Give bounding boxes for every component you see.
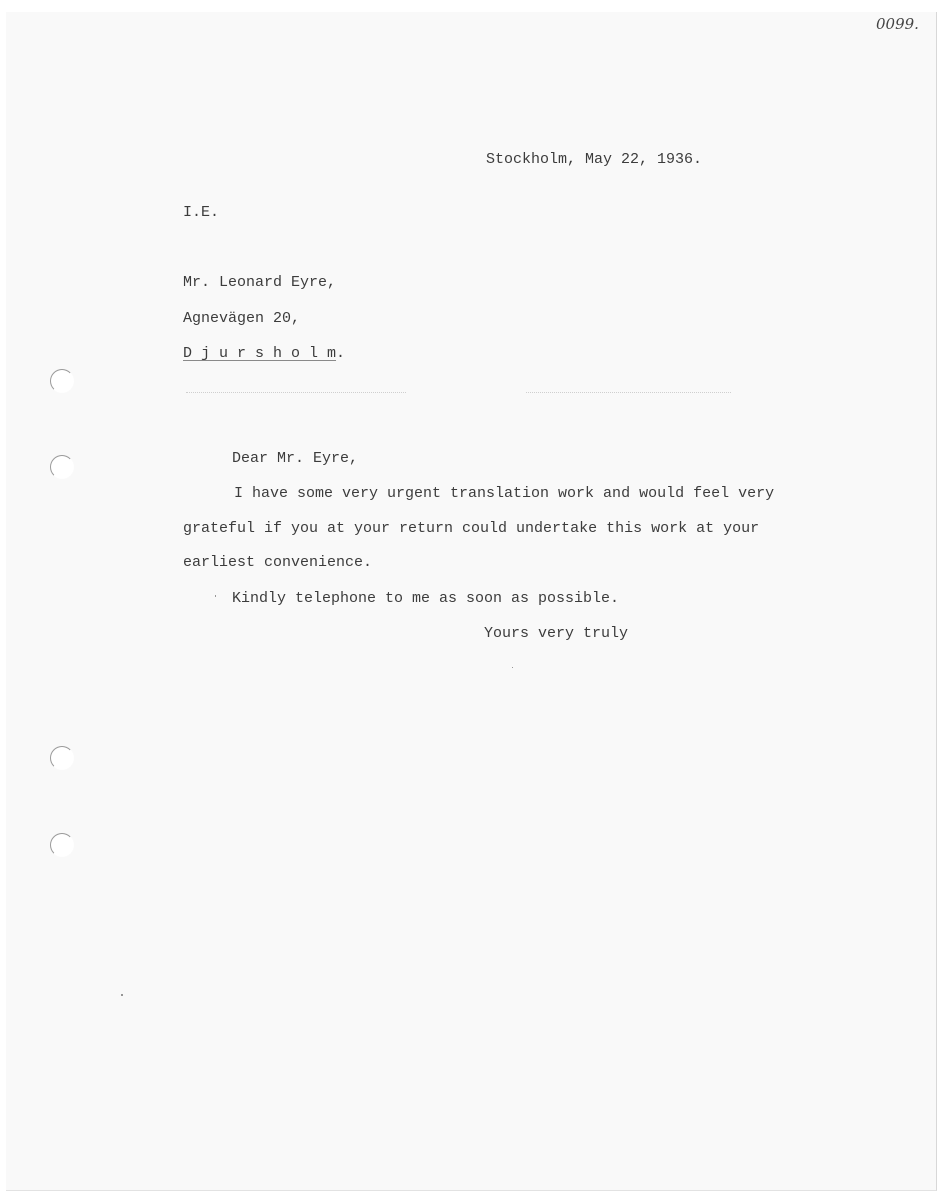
punch-hole [50, 455, 74, 479]
reference-initials: I.E. [183, 204, 220, 221]
paragraph2: Kindly telephone to me as soon as possible. [232, 590, 620, 607]
recipient-city-period: . [336, 345, 346, 362]
salutation: Dear Mr. Eyre, [232, 450, 359, 467]
paper-speck [512, 667, 513, 668]
faint-dotted-rule-left [186, 392, 406, 393]
punch-hole [50, 746, 74, 770]
page-number: 0099. [876, 15, 919, 33]
punch-hole [50, 833, 74, 857]
recipient-name: Mr. Leonard Eyre, [183, 274, 337, 291]
paragraph1-line2: grateful if you at your return could undertake this work at your [183, 520, 760, 537]
date-line: Stockholm, May 22, 1936. [486, 151, 703, 168]
closing: Yours very truly [484, 625, 629, 642]
paragraph1-line3: earliest convenience. [183, 554, 373, 571]
recipient-city: D j u r s h o l m [183, 345, 337, 362]
paper-speck [215, 595, 216, 597]
recipient-street: Agnevägen 20, [183, 310, 301, 327]
paper-speck [121, 994, 123, 996]
punch-hole [50, 369, 74, 393]
faint-dotted-rule-right [526, 392, 731, 393]
paragraph1-line1: I have some very urgent translation work and would feel very [234, 485, 775, 502]
recipient-city-line [183, 345, 345, 363]
